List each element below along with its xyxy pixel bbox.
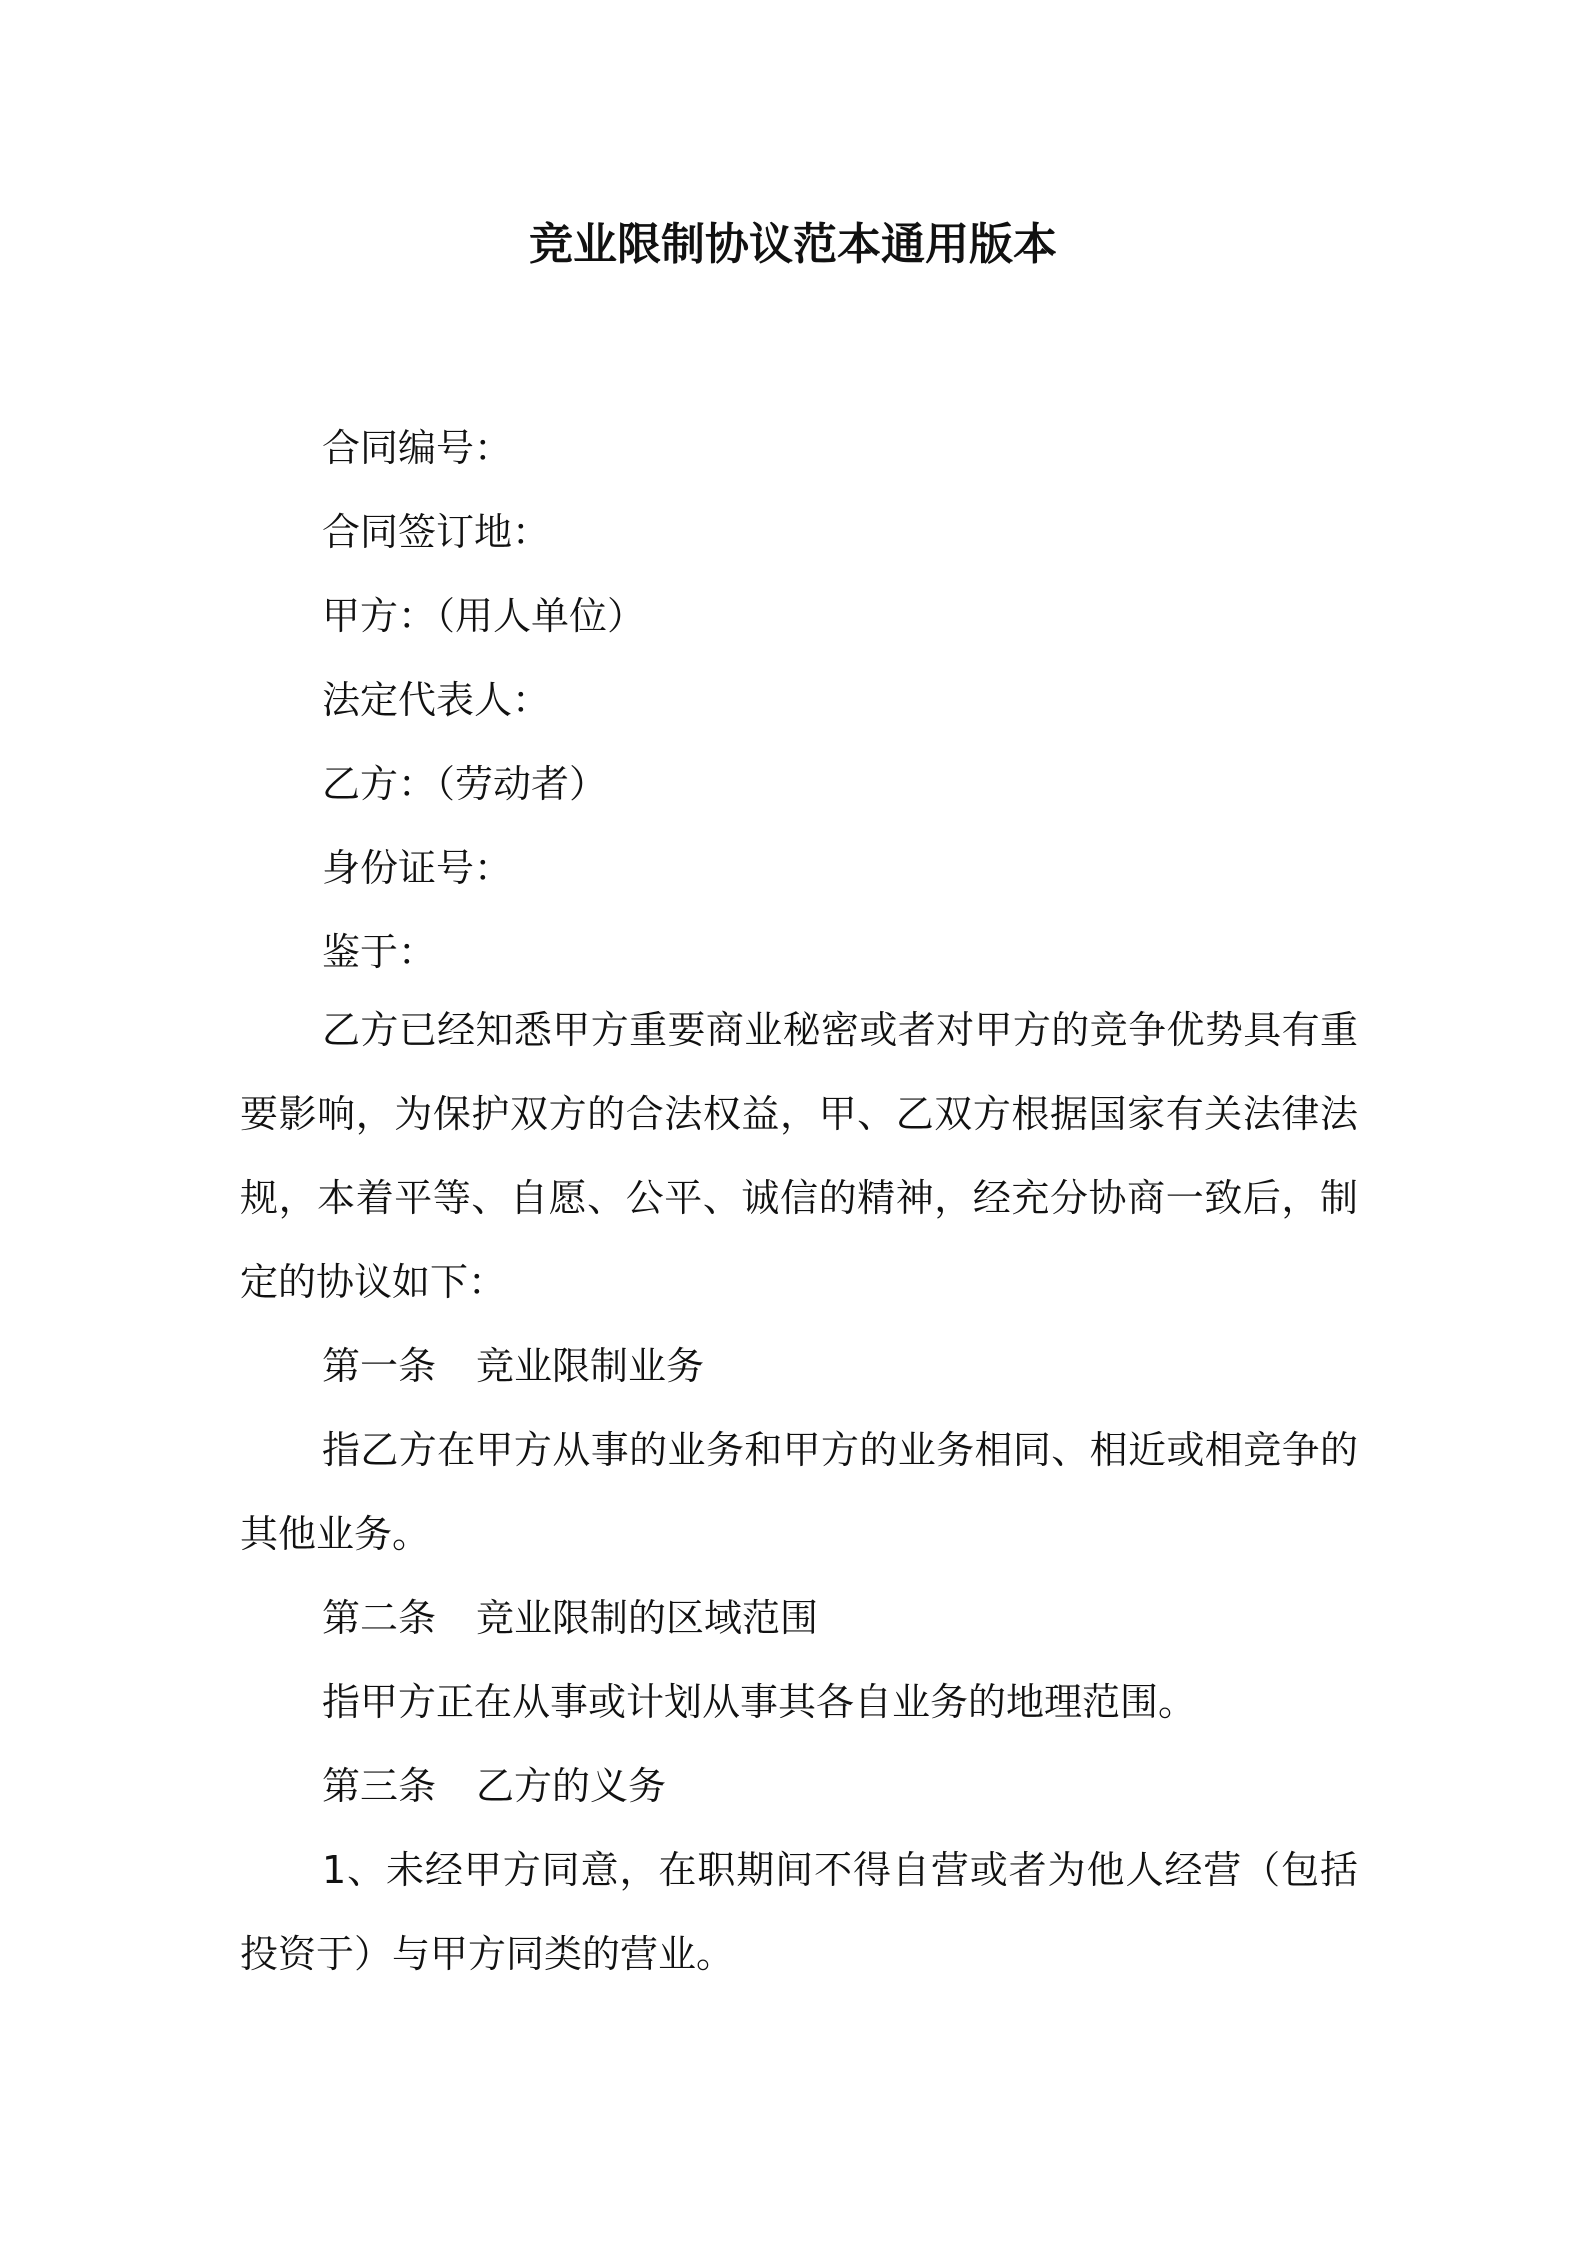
- field-id-number: 身份证号：: [322, 846, 513, 890]
- contract-fields: [322, 406, 1362, 994]
- field-party-a: 甲方：（用人单位）: [322, 594, 646, 638]
- field-party-b: 乙方：（劳动者）: [322, 762, 608, 806]
- clause-text-2: 指甲方正在从事或计划从事其各自业务的地理范围。: [322, 1680, 1197, 1724]
- preamble-paragraph: 乙方已经知悉甲方重要商业秘密或者对甲方的竞争优势具有重要影响，为保护双方的合法权益，甲、乙双方根据国家有关法律法规，本着平等、自愿、公平、诚信的精神，经充分协商一致后，制定的协议如下：: [240, 1008, 1358, 1304]
- clause-text-1: 指乙方在甲方从事的业务和甲方的业务相同、相近或相竞争的其他业务。: [240, 1428, 1358, 1556]
- field-whereas: 鉴于：: [322, 930, 437, 974]
- clause-text-3: 1、未经甲方同意，在职期间不得自营或者为他人经营（包括投资于）与甲方同类的营业。: [240, 1848, 1358, 1976]
- document-body: [240, 988, 1358, 1996]
- clause-number: 第三条: [322, 1764, 437, 1808]
- clause-heading-1: [240, 1324, 1358, 1408]
- field-legal-representative: 法定代表人：: [322, 678, 551, 722]
- clause-title: 竞业限制业务: [476, 1344, 705, 1388]
- clause-number: 第二条: [322, 1596, 437, 1640]
- clause-title: 竞业限制的区域范围: [476, 1596, 819, 1640]
- field-contract-number: 合同编号：: [322, 426, 513, 470]
- clause-heading-2: [240, 1576, 1358, 1660]
- clause-number: 第一条: [322, 1344, 437, 1388]
- clause-title: 乙方的义务: [476, 1764, 667, 1808]
- document-title: 竞业限制协议范本通用版本: [529, 219, 1057, 270]
- field-signing-place: 合同签订地：: [322, 510, 551, 554]
- clause-heading-3: [240, 1744, 1358, 1828]
